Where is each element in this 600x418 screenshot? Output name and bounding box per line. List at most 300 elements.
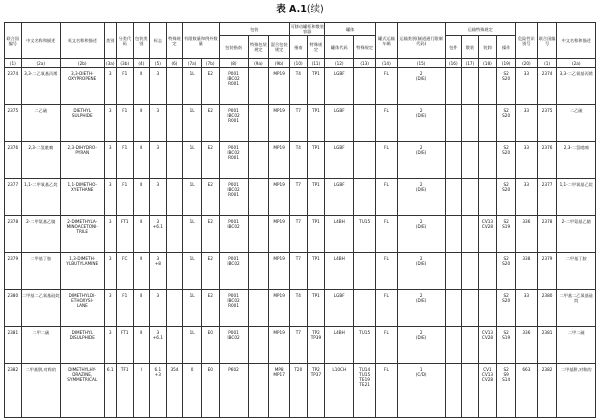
cell-cls: 3 <box>104 216 116 253</box>
cell-tp: T20 <box>290 364 308 418</box>
column-number: (18) <box>478 59 497 68</box>
cell-mp: MP19 <box>269 68 290 105</box>
cell-veh: FL <box>376 179 398 216</box>
cell-eq: E2 <box>201 105 219 142</box>
cell-t18 <box>478 142 497 179</box>
cell-t17 <box>462 68 479 105</box>
cell-mp: MP19 <box>269 216 290 253</box>
cell-sp <box>166 253 183 290</box>
cell-haz: 338 <box>515 253 537 290</box>
col-tank-instructions: 指南 <box>290 36 308 59</box>
cell-t19: S2 S20 <box>497 179 516 216</box>
cell-code: TF1 <box>116 364 133 418</box>
column-number: (20) <box>515 59 537 68</box>
cell-lbl: 3 +6.1 <box>150 216 167 253</box>
cell-tsp: TP1 <box>307 290 325 327</box>
cell-psp <box>248 105 269 142</box>
cell-cn: 1,1-二甲氧基乙烷 <box>21 179 60 216</box>
cell-t18 <box>478 253 497 290</box>
cell-lq: 1L <box>183 179 202 216</box>
column-number: (10) <box>290 59 308 68</box>
cell-en: 1,3-DIMETH- YLBUTYLAMINE <box>60 253 104 290</box>
cell-tsp2: TU15 <box>354 216 376 253</box>
cell-sp <box>166 68 183 105</box>
cell-code: FT1 <box>116 216 133 253</box>
cell-pi: P001 IBC02 R001 <box>219 68 248 105</box>
col-bulk: 散装 <box>462 36 479 59</box>
col-hazard-id: 危险性识别号 <box>515 23 537 59</box>
cell-eq: E2 <box>201 216 219 253</box>
column-number: (7a) <box>183 59 202 68</box>
cell-un2: 2375 <box>537 105 557 142</box>
table-row <box>5 327 596 364</box>
cell-en: 2-DIMETHYLA- MINOACETONI- TRILE <box>60 216 104 253</box>
table-row <box>5 105 596 142</box>
cell-lbl: 3 <box>150 290 167 327</box>
cell-un2: 2376 <box>537 142 557 179</box>
col-limited-excepted: 有限数量和例外数量 <box>183 23 219 59</box>
table-title-continued: (续) <box>306 4 324 15</box>
cell-lq: 0 <box>183 364 202 418</box>
cell-tsp: TP1 <box>307 142 325 179</box>
column-number: (4) <box>133 59 150 68</box>
cell-veh: FL <box>376 290 398 327</box>
cell-sp <box>166 290 183 327</box>
cell-haz: 33 <box>515 105 537 142</box>
cell-psp <box>248 216 269 253</box>
cell-sp <box>166 142 183 179</box>
col-transport-special: 运输特殊规定 <box>445 23 515 36</box>
col-cn-name-2: 中文名称和描述 <box>557 23 596 59</box>
col-packing-group: 包装类别 <box>133 23 150 59</box>
cell-code: F1 <box>116 105 133 142</box>
cell-lbl: 3 <box>150 142 167 179</box>
cell-cn2: 2-二甲氨基乙腈 <box>557 216 596 253</box>
cell-un2: 2380 <box>537 290 557 327</box>
cell-cls: 3 <box>104 105 116 142</box>
cell-cls: 3 <box>104 142 116 179</box>
cell-en: DIMETHYLDI- ETHOXYSI- LANE <box>60 290 104 327</box>
cell-lbl: 3 <box>150 179 167 216</box>
cell-tcat: 2 (D/E) <box>397 327 445 364</box>
header-row-1 <box>5 23 596 36</box>
cell-tcat: 2 (D/E) <box>397 142 445 179</box>
cell-cn2: 二甲基肼,对称的 <box>557 364 596 418</box>
cell-haz: 336 <box>515 327 537 364</box>
cell-en: DIMETHYLHY- DRAZINE, SYMMETRICAL <box>60 364 104 418</box>
cell-mp: MP19 <box>269 142 290 179</box>
col-un-no: 联合国编号 <box>5 23 22 59</box>
cell-code: F1 <box>116 290 133 327</box>
column-number: (16) <box>445 59 462 68</box>
cell-code: F1 <box>116 179 133 216</box>
cell-t16 <box>445 364 462 418</box>
cell-tsp2: TU14 TU15 TE19 TE21 <box>354 364 376 418</box>
cell-lq: 1L <box>183 142 202 179</box>
cell-psp <box>248 179 269 216</box>
col-packaging: 包装 <box>219 23 289 36</box>
cell-cn2: 二甲基二乙氧基硅烷 <box>557 290 596 327</box>
cell-eq: E2 <box>201 142 219 179</box>
column-number: (3a) <box>105 60 115 66</box>
column-number: (12) <box>325 59 354 68</box>
cell-t17 <box>462 364 479 418</box>
cell-tcat: 2 (D/E) <box>397 290 445 327</box>
cell-t16 <box>445 105 462 142</box>
cell-tp: T7 <box>290 327 308 364</box>
cell-un: 2379 <box>5 253 22 290</box>
cell-cn2: 3,3-二乙氧基丙烯 <box>557 68 596 105</box>
cell-veh: FL <box>376 216 398 253</box>
column-number: (11) <box>307 59 325 68</box>
cell-t19: S2 S20 <box>497 105 516 142</box>
cell-tp: T4 <box>290 68 308 105</box>
cell-en: 1,1-DIMETHO- XYETHANE <box>60 179 104 216</box>
cell-cn2: 1,1-二甲氧基乙烷 <box>557 179 596 216</box>
cell-haz: 33 <box>515 179 537 216</box>
cell-mp: MP19 <box>269 179 290 216</box>
column-number: (1) <box>5 59 22 68</box>
col-packing-instructions: 包装指南 <box>219 36 248 59</box>
cell-cn: 二甲基丁胺 <box>21 253 60 290</box>
cell-haz: 336 <box>515 216 537 253</box>
cell-veh: FL <box>376 105 398 142</box>
cell-pi: P001 IBC02 <box>219 327 248 364</box>
cell-lbl: 3 <box>150 68 167 105</box>
col-transport-category: 运输类别(隧道通行限制代码) <box>397 23 445 59</box>
cell-pi: P001 IBC02 R001 <box>219 179 248 216</box>
cell-tp: T7 <box>290 216 308 253</box>
cell-tsp: TP1 <box>307 253 325 290</box>
cell-un2: 2381 <box>537 327 557 364</box>
cell-cn: 二甲基二乙氧基硅烷 <box>21 290 60 327</box>
cell-t17 <box>462 290 479 327</box>
table-row <box>5 179 596 216</box>
cell-haz: 663 <box>515 364 537 418</box>
cell-un: 2382 <box>5 364 22 418</box>
cell-lbl: 3 <box>150 105 167 142</box>
table-row <box>5 216 596 253</box>
cell-tp: T4 <box>290 290 308 327</box>
cell-en: 2,3-DIHYDRO- PYRAN <box>60 142 104 179</box>
cell-un2: 2374 <box>537 68 557 105</box>
cell-veh: FL <box>376 327 398 364</box>
cell-pg: Ⅰ <box>133 364 150 418</box>
cell-pg: Ⅱ <box>133 179 150 216</box>
cell-tcat: 2 (D/E) <box>397 179 445 216</box>
col-en-name: 英文名称和描述 <box>60 23 104 59</box>
cell-t17 <box>462 216 479 253</box>
cell-cls: 3 <box>104 327 116 364</box>
cell-t16 <box>445 253 462 290</box>
cell-psp <box>248 327 269 364</box>
cell-tp: T7 <box>290 179 308 216</box>
cell-eq: E0 <box>201 327 219 364</box>
cell-cn: 二甲基肼,对称的 <box>21 364 60 418</box>
cell-un: 2381 <box>5 327 22 364</box>
cell-t17 <box>462 105 479 142</box>
column-number: (3b) <box>116 59 133 68</box>
col-special-provisions: 特殊规定 <box>166 23 183 59</box>
cell-un: 2377 <box>5 179 22 216</box>
cell-tc: L10CH <box>325 364 354 418</box>
cell-un: 2375 <box>5 105 22 142</box>
cell-pi: P001 IBC02 <box>219 216 248 253</box>
cell-tc: L4BH <box>325 327 354 364</box>
cell-tcat: 1 (C/D) <box>397 364 445 418</box>
cell-lq: 1L <box>183 216 202 253</box>
cell-psp <box>248 142 269 179</box>
col-labels: 标志 <box>150 23 167 59</box>
cell-t18 <box>478 105 497 142</box>
cell-pg: Ⅱ <box>133 68 150 105</box>
cell-psp <box>248 290 269 327</box>
col-special-packing: 特殊包装规定 <box>248 36 269 59</box>
cell-t18: CV13 CV28 <box>478 327 497 364</box>
cell-un: 2378 <box>5 216 22 253</box>
cell-veh: FL <box>376 142 398 179</box>
column-number: (2a) <box>21 59 60 68</box>
table-body <box>5 68 596 418</box>
cell-veh: FL <box>376 68 398 105</box>
cell-psp <box>248 253 269 290</box>
cell-pg: Ⅱ <box>133 327 150 364</box>
column-number: (19) <box>497 59 516 68</box>
cell-pg: Ⅱ <box>133 105 150 142</box>
column-number: (15) <box>397 59 445 68</box>
cell-pg: Ⅱ <box>133 290 150 327</box>
cell-lq: 1L <box>183 253 202 290</box>
cell-pi: P001 IBC02 R001 <box>219 290 248 327</box>
cell-tsp: TP2 TP39 <box>307 327 325 364</box>
col-vehicle: 罐式运输车辆 <box>376 23 398 59</box>
cell-veh: FL <box>376 364 398 418</box>
cell-tsp2 <box>354 105 376 142</box>
col-packages: 包件 <box>445 36 462 59</box>
cell-tc: L4BH <box>325 253 354 290</box>
cell-mp: MP19 <box>269 290 290 327</box>
column-number: (14) <box>376 59 398 68</box>
column-number: (17) <box>462 59 479 68</box>
cell-t19: S2 S20 <box>497 253 516 290</box>
cell-lbl: 3 +6.1 <box>150 327 167 364</box>
column-number-row <box>5 59 596 68</box>
cell-tsp: TP1 <box>307 179 325 216</box>
cell-t16 <box>445 327 462 364</box>
col-tanks: 罐体 <box>325 23 376 36</box>
cell-psp <box>248 68 269 105</box>
cell-code: F1 <box>116 68 133 105</box>
dangerous-goods-table <box>4 22 596 418</box>
cell-mp: MP19 <box>269 327 290 364</box>
cell-tc: LGBF <box>325 290 354 327</box>
cell-t19: S2 S20 <box>497 142 516 179</box>
cell-un2: 2378 <box>537 216 557 253</box>
cell-un2: 2382 <box>537 364 557 418</box>
cell-cn: 3,3-二乙氧基丙烯 <box>21 68 60 105</box>
cell-pi: P001 IBC02 <box>219 253 248 290</box>
cell-pi: P602 <box>219 364 248 418</box>
cell-pi: P001 IBC02 R001 <box>219 105 248 142</box>
col-mixed-packing: 混合包装规定 <box>269 36 290 59</box>
cell-t19: S2 S19 <box>497 327 516 364</box>
cell-cn: 2,3-二氢吡喃 <box>21 142 60 179</box>
cell-cn2: 二甲二硫 <box>557 327 596 364</box>
cell-tsp: TP2 TP37 <box>307 364 325 418</box>
cell-tsp2 <box>354 142 376 179</box>
cell-un: 2380 <box>5 290 22 327</box>
cell-pi: P001 IBC02 R001 <box>219 142 248 179</box>
cell-un: 2376 <box>5 142 22 179</box>
cell-t19: S2 S19 <box>497 216 516 253</box>
column-number: (2b) <box>60 59 104 68</box>
cell-cls: 3 <box>104 253 116 290</box>
cell-pg: Ⅱ <box>133 216 150 253</box>
cell-cn: 2-二甲氨基乙腈 <box>21 216 60 253</box>
table-title-text: 表 A.1 <box>276 4 307 15</box>
cell-eq: E2 <box>201 179 219 216</box>
cell-eq: E0 <box>201 364 219 418</box>
cell-sp <box>166 327 183 364</box>
col-tank-code: 罐体代码 <box>325 36 354 59</box>
cell-psp <box>248 364 269 418</box>
cell-lbl: 3 +8 <box>150 253 167 290</box>
table-row <box>5 68 596 105</box>
cell-en: 3,3-DIETH- OXYPROPENE <box>60 68 104 105</box>
column-number: (9b) <box>269 59 290 68</box>
col-classification-code: 分类代码 <box>116 23 133 59</box>
cell-t18 <box>478 179 497 216</box>
cell-tp: T7 <box>290 105 308 142</box>
cell-tsp2 <box>354 290 376 327</box>
cell-lq: 1L <box>183 327 202 364</box>
cell-tsp: TP1 <box>307 216 325 253</box>
cell-t16 <box>445 290 462 327</box>
cell-tp: T7 <box>290 253 308 290</box>
cell-t18 <box>478 290 497 327</box>
cell-pg: Ⅱ <box>133 253 150 290</box>
table-row <box>5 364 596 418</box>
cell-en: DIMETHYL DISULPHIDE <box>60 327 104 364</box>
cell-t16 <box>445 68 462 105</box>
column-number: (1) <box>537 59 557 68</box>
cell-cls: 3 <box>104 68 116 105</box>
cell-tsp: TP1 <box>307 68 325 105</box>
column-number: (6) <box>166 59 183 68</box>
cell-un: 2374 <box>5 68 22 105</box>
cell-tsp2: TU15 <box>354 327 376 364</box>
cell-haz: 33 <box>515 68 537 105</box>
cell-lq: 1L <box>183 290 202 327</box>
cell-t18 <box>478 68 497 105</box>
cell-eq: E2 <box>201 68 219 105</box>
cell-pg: Ⅱ <box>133 142 150 179</box>
col-loading: 装卸 <box>478 36 497 59</box>
cell-tp: T4 <box>290 142 308 179</box>
cell-eq: E2 <box>201 290 219 327</box>
col-cn-name: 中文名称和描述 <box>21 23 60 59</box>
cell-tsp2 <box>354 179 376 216</box>
column-number: (8) <box>219 59 248 68</box>
cell-haz: 33 <box>515 290 537 327</box>
cell-t17 <box>462 142 479 179</box>
cell-cn2: 二乙硫 <box>557 105 596 142</box>
cell-t19: S2 S20 <box>497 68 516 105</box>
cell-code: F1 <box>116 142 133 179</box>
col-portable-tanks: 可移动罐柜和散装容器 <box>290 24 324 34</box>
cell-un2: 2379 <box>537 253 557 290</box>
cell-tc: LGBF <box>325 142 354 179</box>
table-title <box>0 0 600 20</box>
cell-tcat: 2 (D/E) <box>397 68 445 105</box>
cell-t17 <box>462 253 479 290</box>
cell-cls: 6.1 <box>104 364 116 418</box>
cell-cn: 二甲二硫 <box>21 327 60 364</box>
cell-code: FT1 <box>116 327 133 364</box>
cell-en: DIETHYL SULPHIDE <box>60 105 104 142</box>
cell-tc: LGBF <box>325 68 354 105</box>
col-operation: 操作 <box>497 36 516 59</box>
cell-tsp2 <box>354 253 376 290</box>
cell-lq: 1L <box>183 105 202 142</box>
column-number: (2a) <box>557 59 596 68</box>
col-tank-special-2: 特殊规定 <box>354 36 376 59</box>
cell-tsp: TP1 <box>307 105 325 142</box>
cell-lbl: 6.1 +3 <box>150 364 167 418</box>
col-un-no-2: 联合国编号 <box>537 23 557 59</box>
cell-tcat: 2 (D/E) <box>397 253 445 290</box>
cell-eq: E2 <box>201 253 219 290</box>
cell-cn2: 二甲基丁胺 <box>557 253 596 290</box>
cell-tsp2 <box>354 68 376 105</box>
col-tank-special: 特殊规定 <box>307 36 325 59</box>
column-number: (9a) <box>248 59 269 68</box>
cell-tc: L4BH <box>325 216 354 253</box>
column-number: (5) <box>150 59 167 68</box>
cell-tcat: 2 (D/E) <box>397 216 445 253</box>
cell-mp: MP19 <box>269 105 290 142</box>
cell-t17 <box>462 179 479 216</box>
cell-t18: CV1 CV13 CV28 <box>478 364 497 418</box>
col-class: 类别 <box>104 23 116 59</box>
cell-cls: 3 <box>104 290 116 327</box>
cell-veh: FL <box>376 253 398 290</box>
cell-cn: 二乙硫 <box>21 105 60 142</box>
cell-sp <box>166 179 183 216</box>
cell-cls: 3 <box>104 179 116 216</box>
column-number: (13) <box>354 59 376 68</box>
cell-mp: MP19 <box>269 253 290 290</box>
cell-sp: 354 <box>166 364 183 418</box>
cell-sp <box>166 105 183 142</box>
cell-tcat: 2 (D/E) <box>397 105 445 142</box>
cell-un2: 2377 <box>537 179 557 216</box>
cell-cn2: 2,3-二氢吡喃 <box>557 142 596 179</box>
table-row <box>5 290 596 327</box>
cell-code: FC <box>116 253 133 290</box>
cell-t17 <box>462 327 479 364</box>
cell-t16 <box>445 216 462 253</box>
cell-tc: LGBF <box>325 105 354 142</box>
column-number: (7b) <box>201 59 219 68</box>
cell-t18: CV13 CV28 <box>478 216 497 253</box>
table-row <box>5 142 596 179</box>
cell-tc: LGBF <box>325 179 354 216</box>
cell-t16 <box>445 179 462 216</box>
cell-mp: MP8 MP17 <box>269 364 290 418</box>
cell-sp <box>166 216 183 253</box>
cell-t19: S2 S9 S14 <box>497 364 516 418</box>
